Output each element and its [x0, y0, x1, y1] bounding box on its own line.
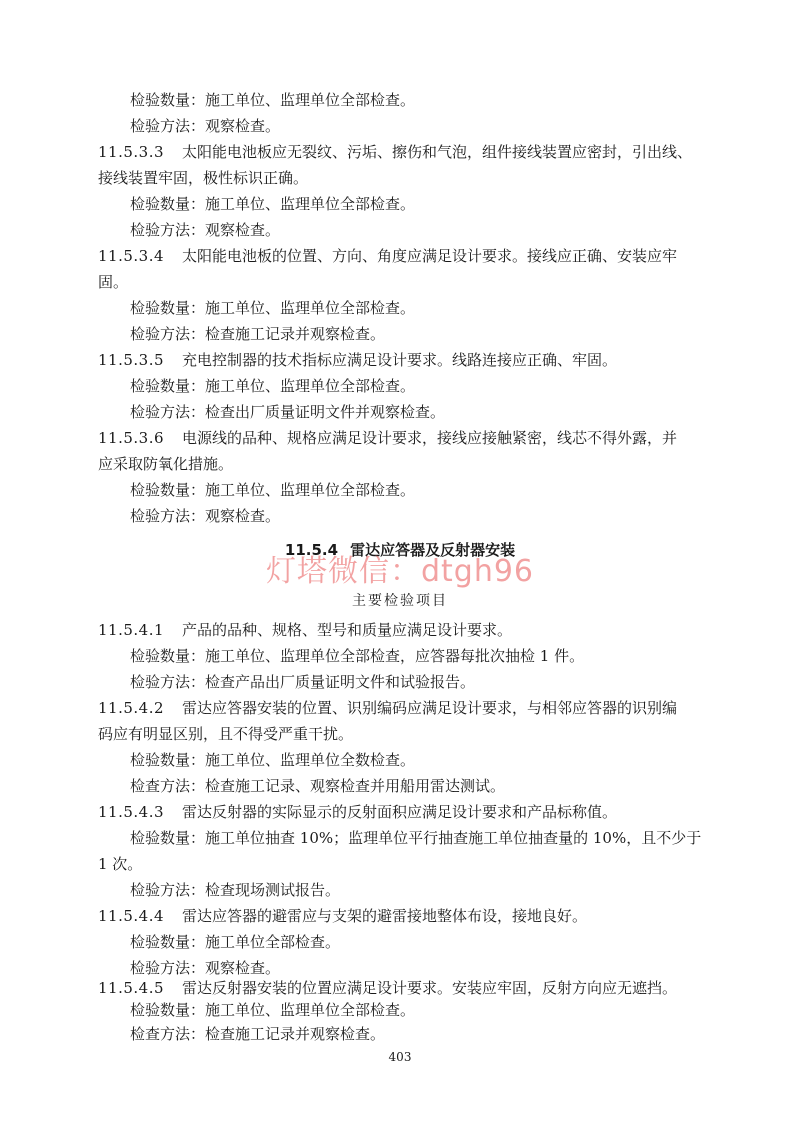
clause-11-5-3-3: [0, 139, 800, 165]
inspection-method: 检验方法：检查产品出厂质量证明文件和试验报告。: [130, 673, 476, 691]
inspection-quantity: 检验数量：施工单位、监理单位全部检查。: [130, 1001, 416, 1019]
section-subtitle: 主要检验项目: [352, 593, 448, 609]
inspection-quantity: 检验数量：施工单位、监理单位全部检查。: [130, 195, 416, 213]
clause-11-5-4-4: [0, 903, 800, 929]
clause-continuation: 码应有明显区别，且不得受严重干扰。: [98, 725, 354, 743]
clause-continuation: 固。: [98, 273, 129, 291]
section-number: 11.5.4: [284, 541, 339, 559]
clause-number: 11.5.4.4: [98, 907, 165, 925]
clause-11-5-3-5: [0, 347, 800, 373]
inspection-method: 检验方法：观察检查。: [130, 959, 281, 977]
clause-11-5-4-1: [0, 617, 800, 643]
inspection-quantity: 检验数量：施工单位、监理单位全部检查。: [130, 91, 416, 109]
inspection-method: 检验方法：检查施工记录并观察检查。: [130, 325, 386, 343]
inspection-method: 检查方法：检查施工记录、观察检查并用船用雷达测试。: [130, 777, 506, 795]
inspection-method: 检验方法：观察检查。: [130, 507, 281, 525]
clause-text: 雷达应答器的避雷应与支架的避雷接地整体布设，接地良好。: [182, 907, 588, 925]
inspection-method: 检查方法：检查施工记录并观察检查。: [130, 1025, 386, 1043]
inspection-quantity: 检验数量：施工单位抽查 10%；监理单位平行抽查施工单位抽查量的 10%，且不少于: [130, 829, 702, 847]
inspection-quantity: 检验数量：施工单位、监理单位全部检查。: [130, 299, 416, 317]
clause-text: 产品的品种、规格、型号和质量应满足设计要求。: [182, 621, 513, 639]
inspection-quantity-continuation: 1 次。: [98, 855, 143, 873]
inspection-quantity: 检验数量：施工单位、监理单位全数检查。: [130, 751, 416, 769]
inspection-quantity: 检验数量：施工单位、监理单位全部检查。: [130, 377, 416, 395]
section-title: 雷达应答器及反射器安装: [350, 541, 516, 559]
clause-number: 11.5.4.1: [98, 621, 165, 639]
inspection-method: 检验方法：检查出厂质量证明文件并观察检查。: [130, 403, 446, 421]
clause-number: 11.5.3.5: [98, 351, 165, 369]
inspection-method: 检验方法：观察检查。: [130, 221, 281, 239]
inspection-quantity: 检验数量：施工单位、监理单位全部检查，应答器每批次抽检 1 件。: [130, 647, 585, 665]
watermark: 灯塔微信：dtgh96: [265, 554, 535, 589]
clause-number: 11.5.4.2: [98, 699, 165, 717]
clause-text: 充电控制器的技术指标应满足设计要求。线路连接应正确、牢固。: [182, 351, 618, 369]
inspection-method: 检验方法：检查现场测试报告。: [130, 881, 341, 899]
page-number: 403: [388, 1050, 412, 1064]
clause-number: 11.5.4.3: [98, 803, 165, 821]
clause-continuation: 接线装置牢固，极性标识正确。: [98, 169, 309, 187]
clause-number: 11.5.3.4: [98, 247, 165, 265]
clause-text: 雷达应答器安装的位置、识别编码应满足设计要求，与相邻应答器的识别编: [182, 699, 678, 717]
clause-number: 11.5.4.5: [98, 979, 165, 997]
clause-11-5-4-3: [0, 799, 800, 825]
section-heading: [0, 537, 800, 563]
clause-11-5-3-6: [0, 425, 800, 451]
clause-number: 11.5.3.6: [98, 429, 165, 447]
clause-text: 雷达反射器安装的位置应满足设计要求。安装应牢固，反射方向应无遮挡。: [182, 979, 678, 997]
clause-text: 太阳能电池板应无裂纹、污垢、擦伤和气泡，组件接线装置应密封，引出线、: [182, 143, 693, 161]
clause-text: 太阳能电池板的位置、方向、角度应满足设计要求。接线应正确、安装应牢: [182, 247, 678, 265]
clause-text: 电源线的品种、规格应满足设计要求，接线应接触紧密，线芯不得外露，并: [182, 429, 678, 447]
inspection-method: 检验方法：观察检查。: [130, 117, 281, 135]
inspection-quantity: 检验数量：施工单位、监理单位全部检查。: [130, 481, 416, 499]
inspection-quantity: 检验数量：施工单位全部检查。: [130, 933, 341, 951]
clause-text: 雷达反射器的实际显示的反射面积应满足设计要求和产品标称值。: [182, 803, 618, 821]
clause-11-5-3-4: [0, 243, 800, 269]
clause-number: 11.5.3.3: [98, 143, 165, 161]
clause-11-5-4-2: [0, 695, 800, 721]
clause-continuation: 应采取防氧化措施。: [98, 455, 234, 473]
